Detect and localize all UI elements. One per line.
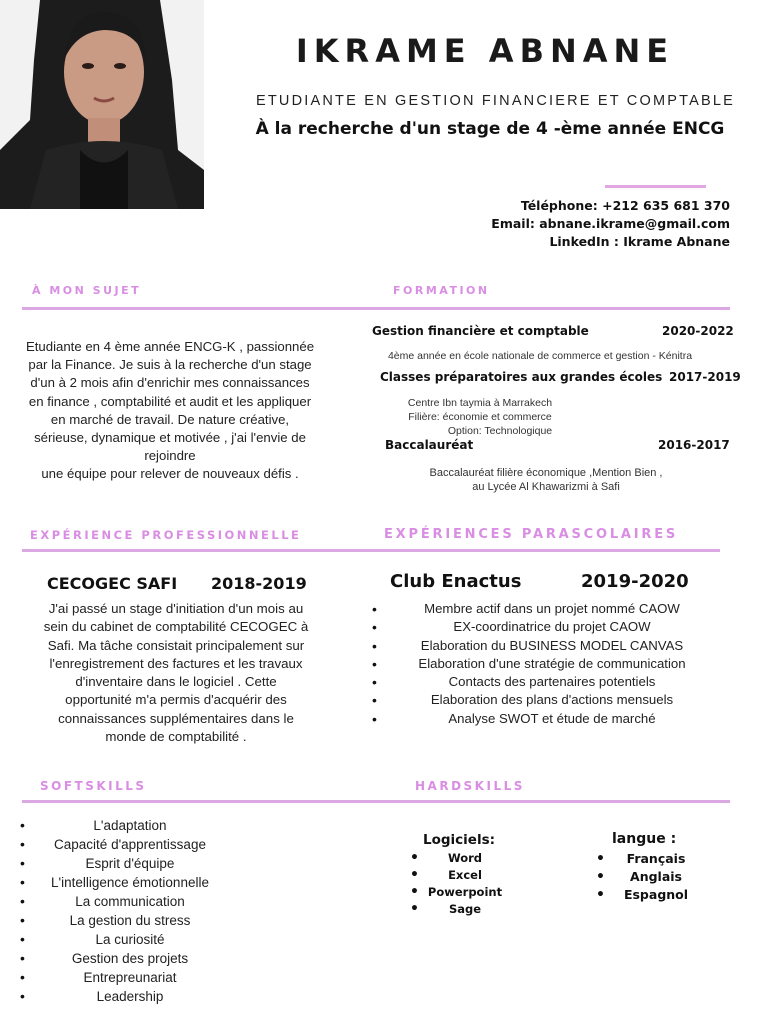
language-list <box>596 850 716 904</box>
list-item: • Gestion des projets <box>20 949 240 968</box>
club-years: 2019-2020 <box>581 571 689 592</box>
formation-3-details: Baccalauréat filière économique ,Mention Bien , au Lycée Al Khawarizmi à Safi <box>429 467 663 493</box>
list-item: • Elaboration d'une stratégie de communication <box>372 655 732 673</box>
job-title: ETUDIANTE EN GESTION FINANCIERE ET COMPTABLE <box>256 93 735 109</box>
list-item: • L'adaptation <box>20 816 240 835</box>
list-item: • Elaboration du BUSINESS MODEL CANVAS <box>372 637 732 655</box>
objective: À la recherche d'un stage de 4 -ème année ENCG <box>255 119 725 139</box>
list-item: • La gestion du stress <box>20 911 240 930</box>
list-item: • Français <box>596 850 716 868</box>
list-item: • La curiosité <box>20 930 240 949</box>
about-title: À MON SUJET <box>32 284 142 297</box>
formation-1-title: Gestion financière et comptable <box>372 324 589 338</box>
about-text: Etudiante en 4 ème année ENCG-K , passionnée par la Finance. Je suis à la recherche d'un stage d'un à 2 mois afin d'enrichir mes connaissances en finance , comptabilité et audit et les appliquer en marché de travail. De nature créative, sérieuse, dynamique et motivée , j'ai l'envie de rejoindre une équipe pour relever de nouveaux défis . <box>25 339 315 482</box>
formation-1-detail: 4ème année en école nationale de commerce et gestion - Kénitra <box>387 350 693 362</box>
phone-text: Téléphone: +212 635 681 370 <box>520 198 730 213</box>
list-item: • Esprit d'équipe <box>20 854 240 873</box>
list-item: • Contacts des partenaires potentiels <box>372 673 732 691</box>
extracurricular-list <box>372 600 732 728</box>
list-item: • Analyse SWOT et étude de marché <box>372 710 732 728</box>
contact-divider <box>605 185 706 188</box>
linkedin-link[interactable]: LinkedIn : Ikrame Abnane <box>549 234 730 249</box>
list-item: • Sage <box>410 901 520 918</box>
language-label: langue : <box>612 831 677 847</box>
list-item: • Word <box>410 850 520 867</box>
list-item: • L'intelligence émotionnelle <box>20 873 240 892</box>
email-link[interactable]: Email: abnane.ikrame@gmail.com <box>491 216 730 231</box>
contact-block <box>491 197 730 251</box>
list-item: • Anglais <box>596 868 716 886</box>
softskills-title: SOFTSKILLS <box>40 779 147 793</box>
list-item: • Espagnol <box>596 886 716 904</box>
company-name: CECOGEC SAFI <box>47 574 178 593</box>
formation-2-details: Centre Ibn taymia à Marrakech Filière: économie et commerce Option: Technologique <box>407 397 553 437</box>
section-divider-top <box>22 307 730 310</box>
candidate-name: IKRAME ABNANE <box>295 32 675 70</box>
formation-2-years: 2017-2019 <box>669 370 741 384</box>
section-divider-bottom <box>22 800 730 803</box>
list-item: • Leadership <box>20 987 240 1006</box>
formation-3-title: Baccalauréat <box>385 438 474 452</box>
list-item: • Capacité d'apprentissage <box>20 835 240 854</box>
profile-photo <box>0 0 204 209</box>
softskills-list <box>20 816 240 1006</box>
list-item: • EX-coordinatrice du projet CAOW <box>372 618 732 636</box>
formation-2-title: Classes préparatoires aux grandes écoles <box>380 370 663 384</box>
extracurricular-title: EXPÉRIENCES PARASCOLAIRES <box>384 527 679 542</box>
formation-3-years: 2016-2017 <box>658 438 730 452</box>
section-divider-middle <box>22 549 720 552</box>
list-item: • Entrepreunariat <box>20 968 240 987</box>
list-item: • Elaboration des plans d'actions mensuels <box>372 691 732 709</box>
hardskills-title: HARDSKILLS <box>415 779 525 793</box>
list-item: • Powerpoint <box>410 884 520 901</box>
club-name: Club Enactus <box>390 571 522 592</box>
list-item: • Excel <box>410 867 520 884</box>
list-item: • Membre actif dans un projet nommé CAOW <box>372 600 732 618</box>
formation-1-years: 2020-2022 <box>662 324 734 338</box>
software-list <box>410 850 520 918</box>
software-label: Logiciels: <box>423 832 496 848</box>
experience-text: J'ai passé un stage d'initiation d'un mois au sein du cabinet de comptabilité CECOGEC à Safi. Ma tâche consistait principalement sur l'enregistrement des factures et les travaux d'inventaire dans le logiciel . Cette opportunité m'a permis d'acquérir des connaissances supplémentaires dans le monde de comptabilité . <box>43 601 309 745</box>
experience-title: EXPÉRIENCE PROFESSIONNELLE <box>30 528 302 542</box>
experience-years: 2018-2019 <box>211 574 307 593</box>
list-item: • La communication <box>20 892 240 911</box>
formation-title: FORMATION <box>393 284 490 297</box>
